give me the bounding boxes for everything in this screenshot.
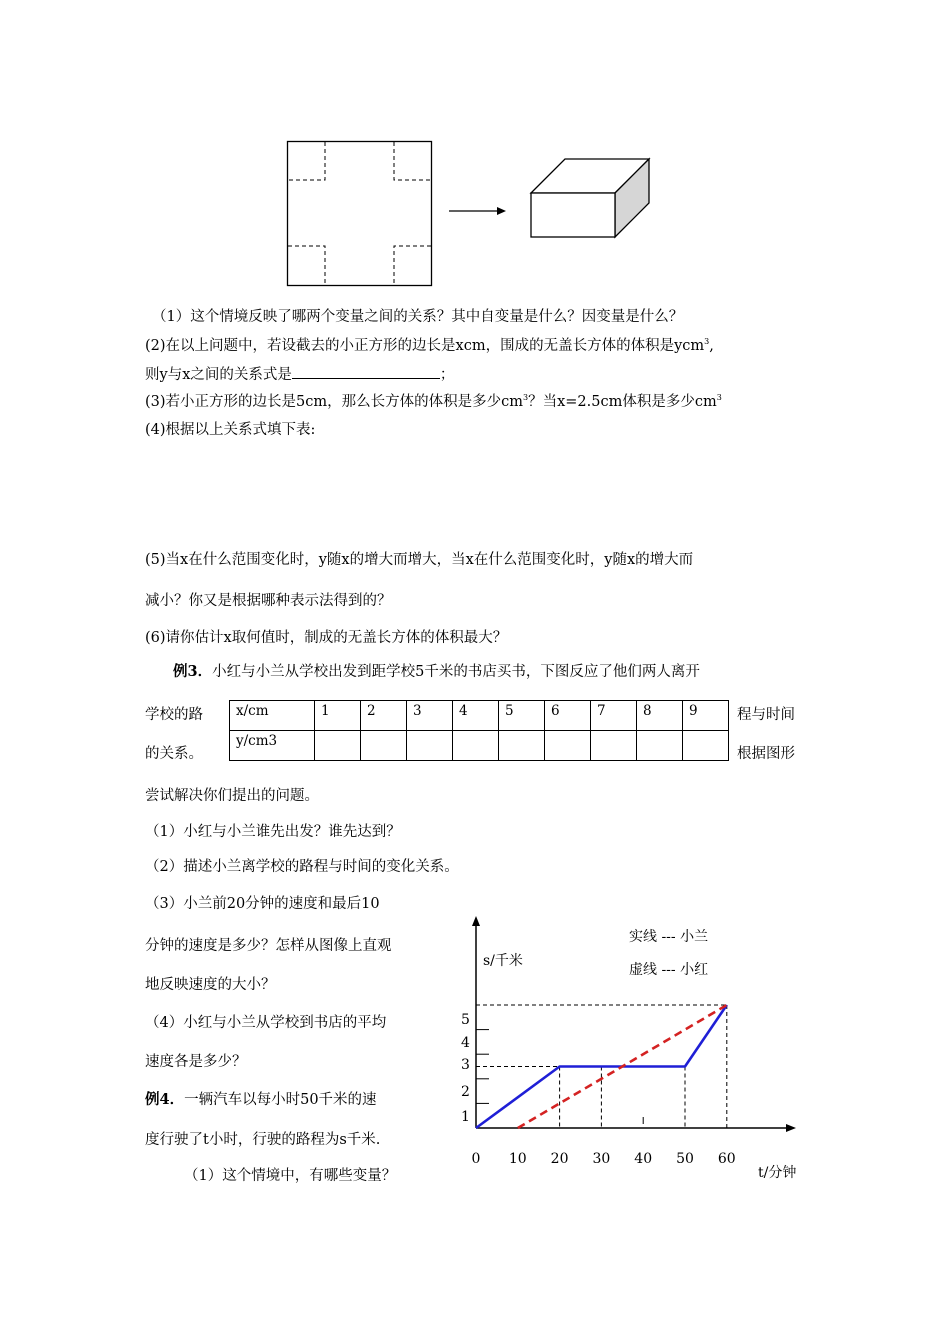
x-tick-label: 40 [634,1151,653,1167]
example3-question4-line1: （4）小红与小兰从学校到书店的平均 [145,1015,387,1031]
q2-part2-line1: (2)在以上问题中，若设截去的小正方形的边长是xcm，围成的无盖长方体的体积是ycm$^3$, [145,337,714,354]
example3-question4-line2: 速度各是多少？ [145,1054,247,1070]
table-cell: 8 [637,701,683,731]
example3-question3-line3: 地反映速度的大小？ [145,977,276,993]
example3-label: 例3． [173,663,213,680]
x-tick-label: 30 [592,1151,611,1167]
example3-line2-right: 程与时间 [737,707,795,723]
example3-line4: 尝试解决你们提出的问题。 [145,788,319,804]
y-tick-label: 4 [461,1035,470,1051]
x-axis-arrow-icon [786,1124,796,1132]
x-tick-label: 60 [717,1151,736,1167]
q2-part3: (3)若小正方形的边长是5cm，那么长方体的体积是多少$cm^3$？当x=2.5cm体积是多少$cm^3$ [145,393,722,410]
q2-part4: (4)根据以上关系式填下表: [145,422,316,438]
q2-part5-line2: 减小？你又是根据哪种表示法得到的？ [145,593,392,609]
y-tick-label: 1 [461,1109,470,1125]
legend-entry: 实线 --- 小兰 [629,929,709,945]
table-cell: 7 [591,701,637,731]
table-cell: 2 [361,701,407,731]
table-header-x: x/cm [230,701,315,731]
example4-line1: 例4．一辆汽车以每小时50千米的速 [145,1091,377,1108]
example3-line3-right: 根据图形 [737,746,795,762]
q2-part6: (6)请你估计x取何值时，制成的无盖长方体的体积最大？ [145,630,508,646]
example3-question1: （1）小红与小兰谁先出发？谁先达到？ [145,824,401,840]
y-tick-label: 5 [461,1012,470,1028]
example3-line1: 例3．小红与小兰从学校出发到距学校5千米的书店买书，下图反应了他们两人离开 [173,663,700,680]
table-cell: 5 [499,701,545,731]
table-cell: 1 [315,701,361,731]
legend-entry: 虚线 --- 小红 [629,962,709,978]
x-axis-label: t/分钟 [758,1165,797,1181]
table-cell: 4 [453,701,499,731]
chart-labels [461,928,796,1181]
example3-question3-line1: （3）小兰前20分钟的速度和最后10 [145,896,380,912]
table-cell: 6 [545,701,591,731]
y-tick-label: 3 [461,1057,470,1073]
x-tick-label: 10 [508,1151,527,1167]
q2-part5-line1: (5)当x在什么范围变化时，y随x的增大而增大，当x在什么范围变化时，y随x的增大而 [145,552,694,568]
table-cell: 3 [407,701,453,731]
example4-label: 例4． [145,1091,185,1108]
example3-line2-left: 学校的路 [145,707,203,723]
y-axis-label: s/千米 [483,953,523,969]
x-tick-label: 0 [471,1151,481,1167]
table-header-y: y/cm3 [230,731,315,761]
example4-line2: 度行驶了t小时，行驶的路程为s千米. [145,1132,381,1148]
example4-question1: （1）这个情境中，有哪些变量？ [184,1168,397,1184]
y-tick-label: 2 [461,1084,470,1100]
q2-part1: （1）这个情境反映了哪两个变量之间的关系？其中自变量是什么？因变量是什么？ [152,309,684,325]
x-tick-label: 20 [550,1151,569,1167]
table-cell: 9 [683,701,729,731]
x-tick-label: 50 [676,1151,694,1167]
y-axis-arrow-icon [472,916,480,926]
q2-part2-line2: 则y与x之间的关系式是 ； [145,364,454,384]
example3-question2: （2）描述小兰离学校的路程与时间的变化关系。 [145,859,459,875]
example3-line3-left: 的关系。 [145,746,203,762]
example3-question3-line2: 分钟的速度是多少？怎样从图像上直观 [145,938,392,954]
